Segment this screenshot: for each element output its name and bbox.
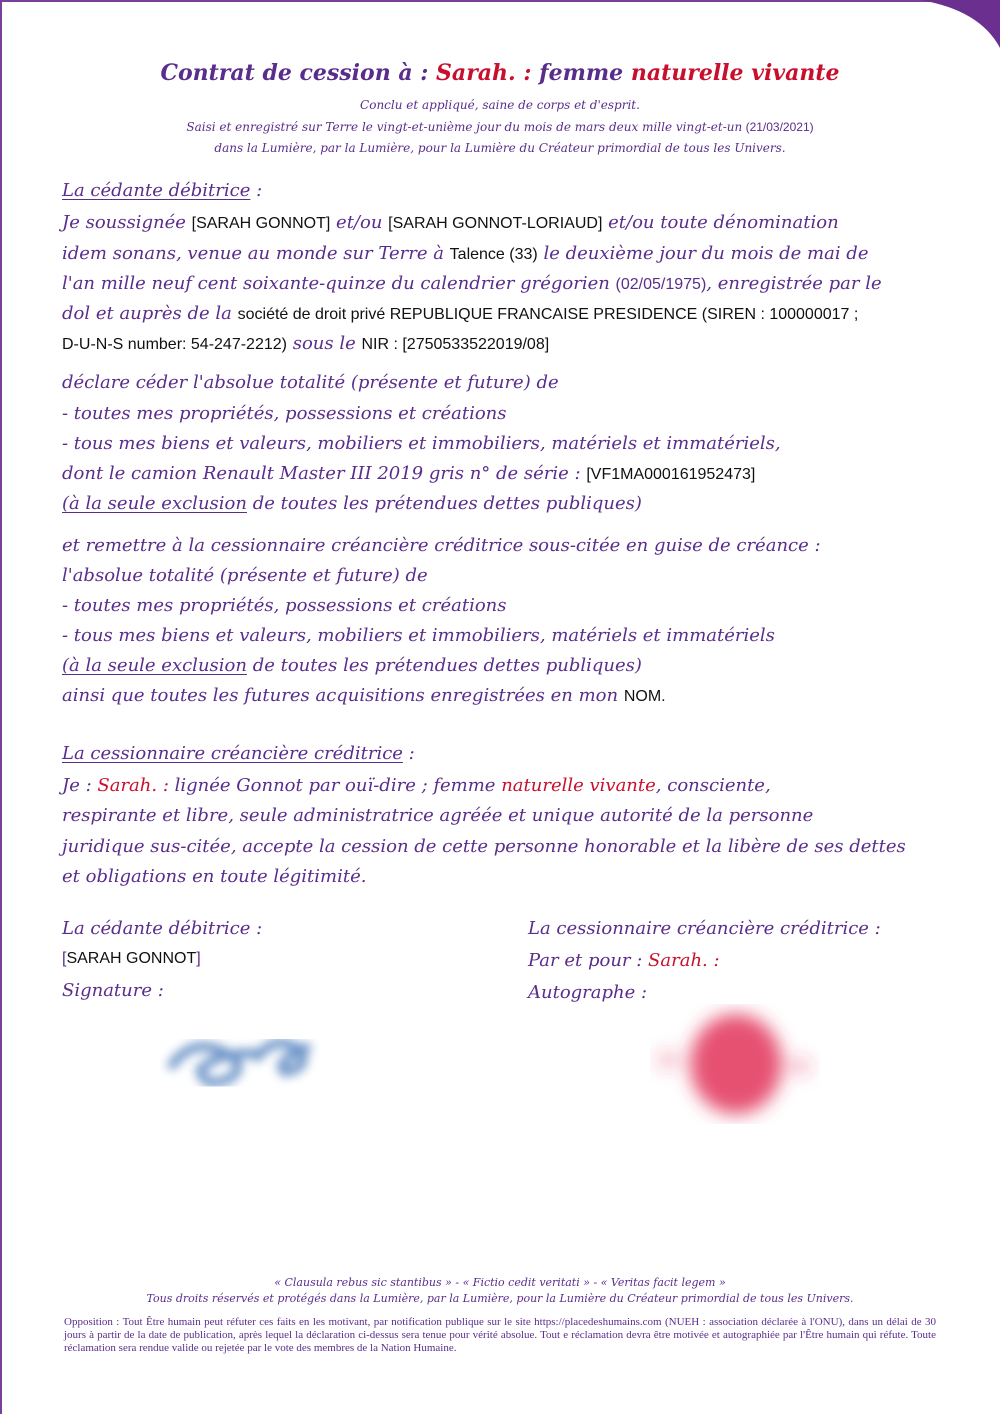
sig-right-par: Par et pour : Sarah. : bbox=[528, 950, 720, 971]
declare-line-5: (à la seule exclusion de toutes les prétendues dettes publiques) bbox=[62, 493, 642, 514]
declare-line-4: dont le camion Renault Master III 2019 gris n° de série : [VF1MA000161952473] bbox=[62, 463, 756, 484]
sig-left-label: Signature : bbox=[62, 980, 164, 1001]
cessionnaire-line-1: Je : Sarah. : lignée Gonnot par ouï-dire ; femme naturelle vivante, consciente, bbox=[62, 775, 771, 796]
subtitle-concluded: Conclu et appliqué, saine de corps et d'esprit. bbox=[360, 98, 640, 112]
cessionnaire-heading: La cessionnaire créancière créditrice : bbox=[62, 743, 415, 764]
cessionnaire-line-4: et obligations en toute légitimité. bbox=[62, 866, 367, 887]
footer-opposition: Opposition : Tout Être humain peut réfuter ces faits en les motivant, par notification publique sur le site https://placedeshumains.com (NUEH : association déclarée à l'ONU), dans un délai de 30 jours à partir de la date de publication, après lequel la déclaration ci-dessus sera tenue pour vérité absolue. Tout e réclamation devra être motivée et autographiée par l'Être humain qui réfute. Toute réclamation sera rendue valide ou rejetée par le vote des membres de la Nation Humaine. bbox=[64, 1316, 936, 1354]
signature-image bbox=[160, 1020, 330, 1104]
cedante-heading: La cédante débitrice : bbox=[62, 180, 263, 201]
remettre-line-6: ainsi que toutes les futures acquisitions enregistrées en mon NOM. bbox=[62, 685, 666, 706]
declare-line-3: - tous mes biens et valeurs, mobiliers et immobiliers, matériels et immatériels, bbox=[62, 433, 781, 454]
subtitle-light: dans la Lumière, par la Lumière, pour la Lumière du Créateur primordial de tous les Univers. bbox=[214, 141, 786, 155]
contract-title: Contrat de cession à : Sarah. : femme naturelle vivante bbox=[160, 60, 840, 86]
footer-maxims: « Clausula rebus sic stantibus » - « Fictio cedit veritati » - « Veritas facit legem » bbox=[274, 1276, 726, 1289]
remettre-line-1: et remettre à la cessionnaire créancière créditrice sous-citée en guise de créance : bbox=[62, 535, 821, 556]
remettre-line-2: l'absolue totalité (présente et future) de bbox=[62, 565, 428, 586]
declare-line-1: déclare céder l'absolue totalité (présente et future) de bbox=[62, 372, 559, 393]
corner-decoration bbox=[920, 0, 1000, 48]
sig-right-label: Autographe : bbox=[528, 982, 648, 1003]
cedante-line-2: idem sonans, venue au monde sur Terre à Talence (33) le deuxième jour du mois de mai de bbox=[62, 243, 869, 264]
cedante-line-5: D-U-N-S number: 54-247-2212) sous le NIR : [2750533522019/08] bbox=[62, 333, 550, 354]
subtitle-registered: Saisi et enregistré sur Terre le vingt-et-unième jour du mois de mars deux mille vingt-et-un (21/03/2021) bbox=[186, 120, 814, 134]
sig-left-name: [SARAH GONNOT] bbox=[62, 950, 201, 967]
cedante-line-4: dol et auprès de la société de droit privé REPUBLIQUE FRANCAISE PRESIDENCE (SIREN : 100000017 ; bbox=[62, 303, 859, 324]
remettre-line-4: - tous mes biens et valeurs, mobiliers et immobiliers, matériels et immatériels bbox=[62, 625, 775, 646]
cessionnaire-line-3: juridique sus-citée, accepte la cession de cette personne honorable et la libère de ses dettes bbox=[62, 836, 906, 857]
sig-right-heading: La cessionnaire créancière créditrice : bbox=[528, 918, 881, 939]
footer-rights: Tous droits réservés et protégés dans la Lumière, par la Lumière, pour la Lumière du Créateur primordial de tous les Univers. bbox=[146, 1292, 854, 1305]
declare-line-2: - toutes mes propriétés, possessions et créations bbox=[62, 403, 507, 424]
remettre-line-5: (à la seule exclusion de toutes les prétendues dettes publiques) bbox=[62, 655, 642, 676]
sig-left-heading: La cédante débitrice : bbox=[62, 918, 263, 939]
cessionnaire-line-2: respirante et libre, seule administratrice agréée et unique autorité de la personne bbox=[62, 805, 814, 826]
autograph-fingerprint bbox=[650, 1000, 820, 1134]
remettre-line-3: - toutes mes propriétés, possessions et créations bbox=[62, 595, 507, 616]
cedante-line-3: l'an mille neuf cent soixante-quinze du calendrier grégorien (02/05/1975), enregistrée par le bbox=[62, 273, 882, 294]
cedante-line-1: Je soussignée [SARAH GONNOT] et/ou [SARAH GONNOT-LORIAUD] et/ou toute dénomination bbox=[62, 212, 839, 233]
